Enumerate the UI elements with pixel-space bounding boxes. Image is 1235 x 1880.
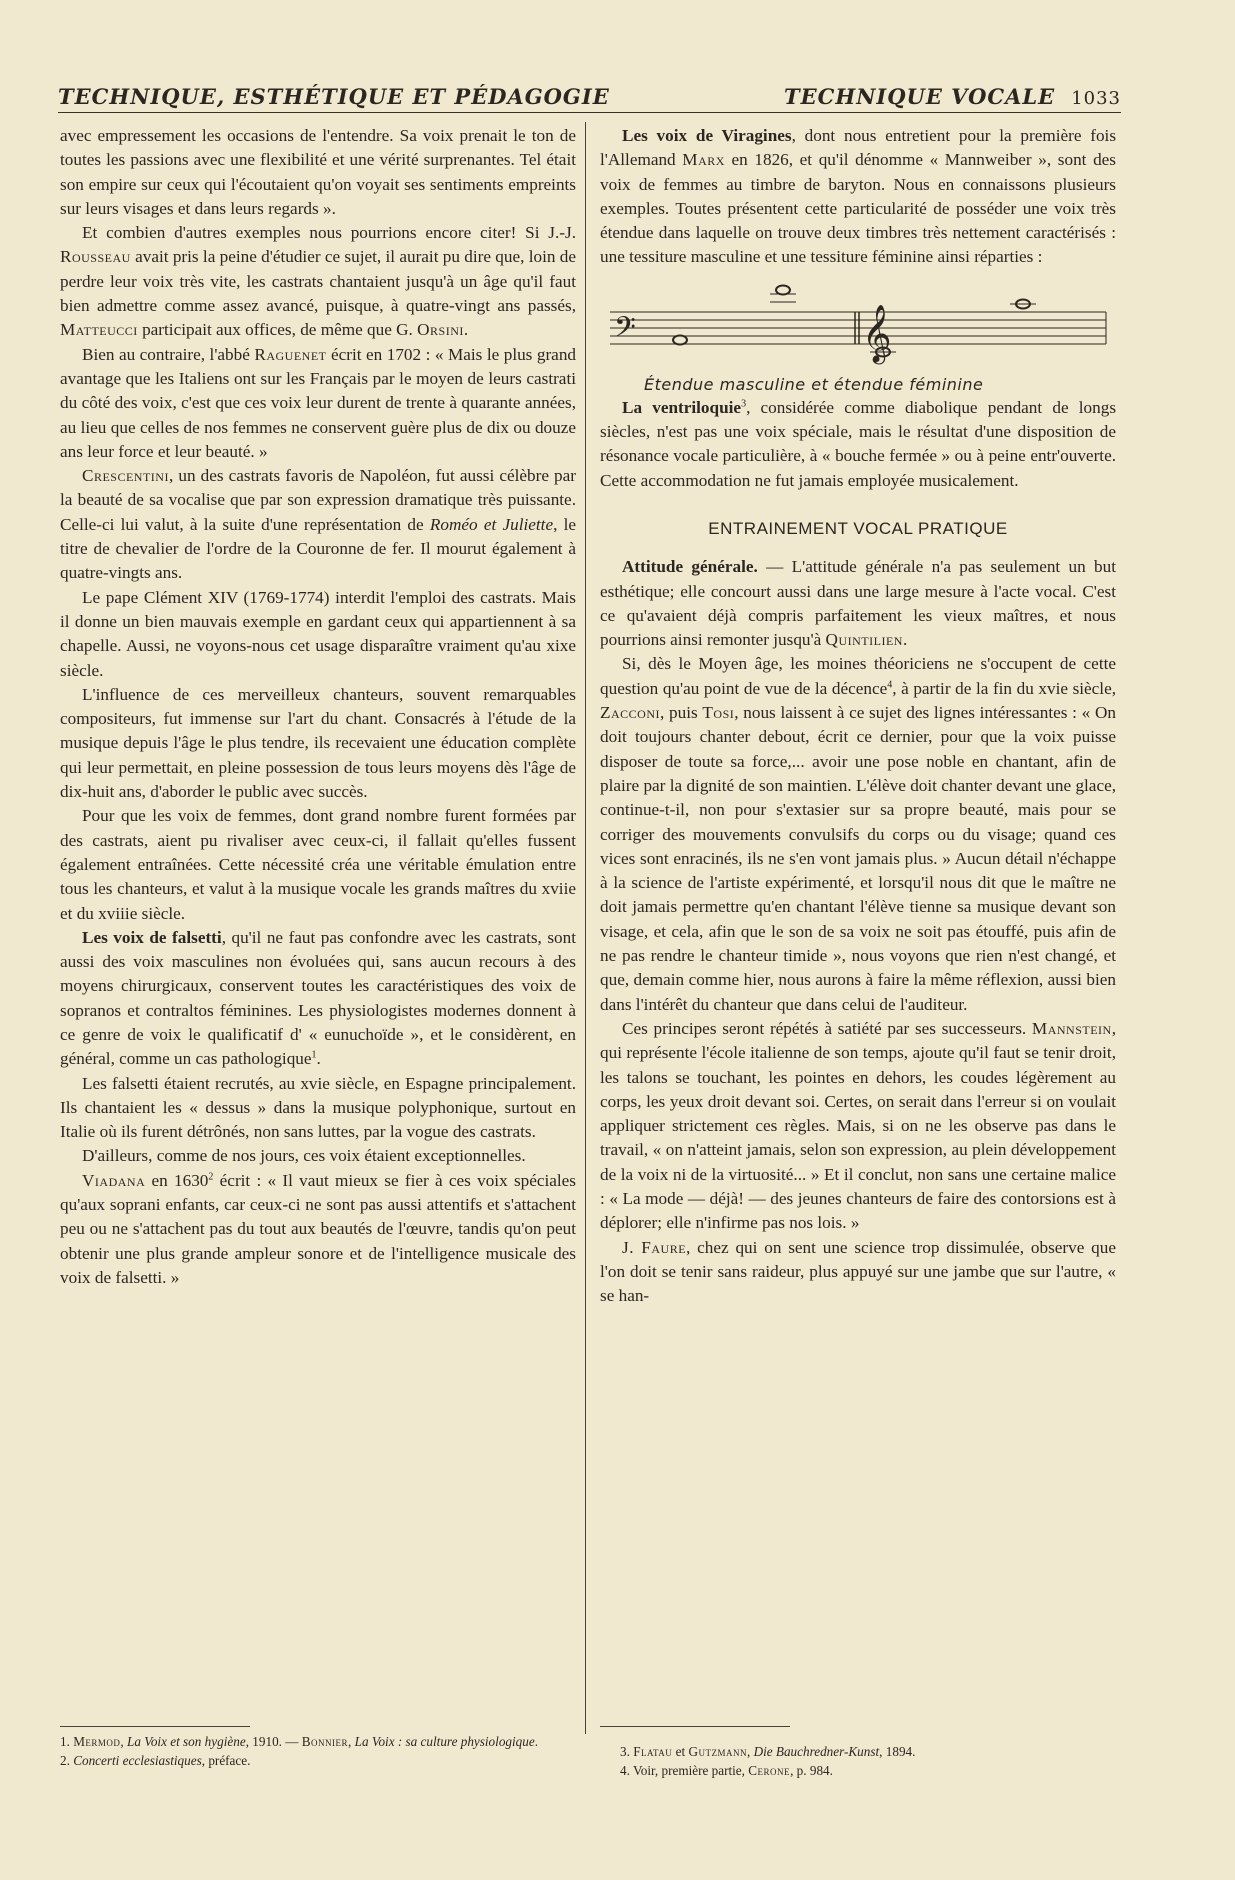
paragraph bbox=[600, 652, 1116, 1016]
staff-caption: Étendue masculine et étendue féminine bbox=[644, 375, 984, 395]
paragraph bbox=[600, 396, 1116, 493]
work-title: Die Bauchredner-Kunst bbox=[753, 1744, 880, 1759]
text: Le pape Clément XIV (1769-1774) interdit l'emploi des castrats. Mais il donne un bien mauvais exemple en gardant ceux qui appartiennent à sa chapelle. Aussi, ne voyons-nous cet usage disparaître vraiment qu'au xixe siècle. bbox=[60, 587, 576, 680]
paragraph bbox=[60, 1169, 576, 1290]
text: Pour que les voix de femmes, dont grand nombre furent formées par des castrats, aient pu rivaliser avec ceux-ci, il fallait qu'elles fussent également entraînées. Cette nécessité créa une véritable émulation entre tous les chanteurs, et valut à la musique vocale les grands maîtres du xviie et du xviiie siècle. bbox=[60, 806, 576, 923]
text: — L'attitude générale n'a pas seulement un but esthétique; elle concourt aussi dans une large mesure à l'acte vocal. C'est ce qu'avaient déjà compris parfaitement les vieux maîtres, et nous pourrions ainsi remonter jusqu'à bbox=[600, 557, 1116, 650]
text: écrit en 1702 : « Mais le plus grand avantage que les Italiens ont sur les Français par le moyen de leurs castrati du côté des voix, c'est que ces voix leur durent de trente à quarante années, au lieu que celles de nos femmes ne conservent guère plus de dix ou douze ans leur force et leur beauté. » bbox=[60, 344, 577, 461]
author-name: Marx bbox=[682, 150, 725, 170]
author-name: Crescentini bbox=[82, 466, 169, 486]
paragraph bbox=[60, 804, 576, 925]
text: Les falsetti étaient recrutés, au xvie siècle, en Espagne principalement. Ils chantaient les « dessus » dans la musique polyphonique, surtout en Italie où ils furent détrônés, non sans luttes, par la vogue des castrats. bbox=[60, 1073, 576, 1142]
text: , p. 984. bbox=[790, 1763, 833, 1778]
text: , 1894. bbox=[879, 1744, 916, 1759]
author-name: Tosi bbox=[702, 703, 735, 723]
paragraph bbox=[60, 1072, 576, 1145]
text: avec empressement les occasions de l'entendre. Sa voix prenait le ton de toutes les passions avec une flexibilité et une vérité surprenantes. Tel était son empire sur ceux qui l'écoutaient qu'on voyait ses sentiments empreints sur leurs visages et dans leurs regards ». bbox=[60, 126, 576, 218]
text: , bbox=[120, 1734, 128, 1749]
text: 2. bbox=[60, 1753, 74, 1768]
text: , à partir de la fin du xvie siècle, bbox=[892, 678, 1117, 698]
left-column bbox=[60, 124, 576, 1290]
text: , bbox=[348, 1734, 355, 1749]
author-name: J. Faure bbox=[622, 1237, 687, 1257]
term-heading: Les voix de Viragines bbox=[622, 126, 792, 145]
text: . bbox=[902, 630, 908, 650]
text: écrit : « Il vaut mieux se fier à ces voix spéciales qu'aux soprani enfants, car ceux-ci ne sont pas aussi attentifs et s'attachent peu ou ne s'attachent pas du tout aux beautés de l'œuvre, tandis qu'on peut obtenir une plus grande ampleur sonore et de l'intelligence musicale des voix de falsetti. » bbox=[60, 1170, 576, 1287]
treble-clef-icon: 𝄞 bbox=[862, 303, 892, 362]
author-name: Gutzmann bbox=[688, 1744, 747, 1759]
text: avait pris la peine d'étudier ce sujet, il aurait pu dire que, loin de perdre leur voix très vite, les castrats chantaient jusqu'à un âge qu'il faut bien admettre comme assez avancé, puisque, à quatre-vingt ans passés, bbox=[60, 247, 576, 316]
header-rule bbox=[58, 112, 1121, 113]
term-heading: La ventriloquie bbox=[622, 397, 742, 417]
author-name: Flatau bbox=[633, 1744, 673, 1759]
paragraph bbox=[60, 343, 576, 464]
text: 3. bbox=[620, 1744, 634, 1759]
column-divider bbox=[585, 122, 586, 1734]
running-header bbox=[58, 80, 1121, 114]
work-title: Roméo et Juliette bbox=[429, 514, 554, 534]
text: , considérée comme diabolique pendant de longs siècles, n'est pas une voix spéciale, mais le résultat d'une disposition de résonance vocale particulière, à « bouche fermée » ou à peine entr'ouverte. Cette accommodation ne fut jamais employée musicalement. bbox=[600, 397, 1117, 490]
page-number: 1033 bbox=[1071, 88, 1121, 109]
author-name: Orsini bbox=[417, 320, 464, 340]
header-right bbox=[784, 84, 1121, 109]
note-high bbox=[776, 285, 790, 294]
text: . bbox=[463, 320, 469, 340]
footnote bbox=[60, 1751, 576, 1770]
paragraph bbox=[600, 555, 1116, 652]
term-heading: Les voix de falsetti bbox=[82, 927, 222, 947]
text: , qu'il ne faut pas confondre avec les castrats, sont aussi des voix masculines non évoluées qui, sans aucun recours à des moyens chirurgicaux, conservent toutes les caractéristiques des voix de sopranos et contraltos féminines. Les physiologistes modernes donnent à ce genre de voix le qualificatif d' « eunuchoïde », et le considèrent, en général, comme un cas pathologique bbox=[60, 927, 576, 1069]
text: en 1630 bbox=[145, 1170, 209, 1190]
author-name: Raguenet bbox=[254, 344, 327, 364]
footnote-ref: 2 bbox=[208, 1171, 214, 1183]
text: , un des castrats favoris de Napoléon, fut aussi célèbre par la beauté de sa vocalise que par son expression dramatique très puissante. Celle-ci lui valut, à la suite d'une représentation de bbox=[60, 466, 576, 534]
text: Si, dès le Moyen âge, les moines théoriciens ne s'occupent de cette question qu'au point de vue de la décence bbox=[600, 654, 1116, 698]
paragraph bbox=[60, 124, 576, 221]
text: et bbox=[672, 1744, 689, 1759]
text: L'influence de ces merveilleux chanteurs, souvent remarquables compositeurs, fut immense sur l'art du chant. Consacrés à l'étude de la musique depuis l'âge le plus tendre, ils recevaient une éducation complète qui leur permettait, en pleine possession de tous leurs moyens dès l'âge de dix-huit ans, d'aborder le public avec succès. bbox=[60, 684, 576, 802]
paragraph bbox=[600, 1236, 1116, 1309]
text: 1. bbox=[60, 1734, 74, 1749]
header-right-title: TECHNIQUE VOCALE bbox=[784, 84, 1056, 109]
footnote bbox=[60, 1732, 576, 1751]
text: en 1826, et qu'il dénomme « Mannweiber », sont des voix de femmes au timbre de baryton. Nous en connaissons plusieurs exemples. Toutes présentent cette particularité de posséder une voix très étendue dans laquelle on trouve deux timbres très nettement caractérisés : une tessiture masculine et une tessiture féminine ainsi réparties : bbox=[600, 150, 1116, 267]
footnote-ref: 4 bbox=[887, 679, 893, 691]
work-title: Concerti ecclesiastiques bbox=[73, 1753, 202, 1768]
text: 4. Voir, première partie, bbox=[620, 1763, 749, 1778]
text: Bien au contraire, l'abbé bbox=[82, 344, 255, 364]
paragraph bbox=[60, 221, 576, 342]
paragraph bbox=[60, 464, 576, 585]
footnote bbox=[620, 1761, 1116, 1780]
text: , le titre de chevalier de l'ordre de la Couronne de fer. Il mourut également à quatre-vingts ans. bbox=[60, 514, 577, 583]
section-title: ENTRAINEMENT VOCAL PRATIQUE bbox=[708, 518, 1008, 538]
term-heading: Attitude générale. bbox=[622, 557, 758, 577]
author-name: Quintilien bbox=[825, 630, 903, 650]
header-left-title: TECHNIQUE, ESTHÉTIQUE ET PÉDAGOGIE bbox=[58, 84, 610, 109]
author-name: Matteucci bbox=[60, 320, 138, 340]
paragraph bbox=[600, 124, 1116, 270]
paragraph bbox=[60, 683, 576, 804]
text: Et combien d'autres exemples nous pourrions encore citer! Si J.-J. bbox=[82, 223, 576, 243]
bass-clef-icon: 𝄢 bbox=[614, 310, 636, 351]
author-name: Viadana bbox=[82, 1170, 146, 1190]
left-footnotes bbox=[60, 1732, 576, 1770]
footnote-rule bbox=[600, 1726, 790, 1727]
paragraph bbox=[60, 1144, 576, 1168]
music-staff bbox=[600, 282, 1116, 366]
text: participait aux offices, de même que G. bbox=[137, 320, 418, 340]
work-title: La Voix et son hygiène bbox=[127, 1734, 246, 1749]
paragraph bbox=[60, 586, 576, 683]
paragraph bbox=[600, 1017, 1116, 1236]
author-name: Rousseau bbox=[60, 247, 131, 267]
text: . bbox=[534, 1734, 539, 1749]
right-footnotes bbox=[620, 1742, 1116, 1780]
text: , chez qui on sent une science trop dissimulée, observe que l'on doit se tenir sans raideur, plus appuyé sur une jambe que sur l'autre, « se han- bbox=[600, 1237, 1116, 1306]
text: , dont nous entretient pour la première fois l'Allemand bbox=[600, 126, 1117, 170]
author-name: Mannstein bbox=[1031, 1018, 1112, 1038]
text: , 1910. — bbox=[245, 1734, 302, 1749]
author-name: Cerone bbox=[748, 1763, 791, 1778]
right-column bbox=[600, 124, 1116, 1308]
text: , nous laissent à ce sujet des lignes intéressantes : « On doit toujours chanter debout, écrit ce dernier, pour que la voix puisse disposer de toute sa force,... avoir une pose noble en chantant, afin de plaire par la dignité de son maintien. L'élève doit chanter devant une glace, continue-t-il, non pour s'extasier sur sa propre beauté, mais pour se corriger des mouvements convulsifs du corps ou du visage; quand ces vices sont enracinés, ils ne s'en vont jamais plus. » Aucun détail n'échappe à la science de l'artiste expérimenté, et lorsqu'il nous dit que le maître ne doit jamais permettre qu'en chantant l'élève tienne sa musique devant son visage, et cela, afin que le son de sa voix ne soit pas étouffé, puis afin de ne pas rendre le chanteur timide », nous voyons que rien n'est changé, et que, demain comme hier, nous aurons à faire la même réflexion, aussi bien dans l'intérêt du chanteur que dans celui de l'auditeur. bbox=[600, 703, 1116, 1014]
footnote-ref: 3 bbox=[741, 398, 747, 410]
text: , préface. bbox=[201, 1753, 251, 1768]
text: , qui représente l'école italienne de son temps, ajoute qu'il faut se tenir droit, les talons se touchant, les pointes en dehors, les coudes légèrement au corps, les yeux droit devant soi. Certes, on serait dans l'erreur si on voulait appliquer strictement ces règles. Mais, si on ne les observe pas dans le travail, « on n'atteint jamais, selon son expression, au plein développement de la voix ni de la virtuosité... » Et il conclut, non sans une certaine malice : « La mode — déjà! — des jeunes chanteurs de faire des contorsions est à déplorer; elle n'infirme pas nos lois. » bbox=[600, 1018, 1116, 1233]
author-name: Bonnier bbox=[301, 1734, 349, 1749]
footnote-rule bbox=[60, 1726, 250, 1727]
footnote-ref: 1 bbox=[311, 1049, 317, 1061]
author-name: Mermod bbox=[73, 1734, 121, 1749]
text: Ces principes seront répétés à satiété par ses successeurs. bbox=[622, 1018, 1032, 1038]
text: , puis bbox=[660, 703, 703, 723]
paragraph bbox=[60, 926, 576, 1072]
music-staff-figure bbox=[600, 282, 1116, 395]
work-title: La Voix : sa culture physiologique bbox=[354, 1734, 535, 1749]
footnote bbox=[620, 1742, 1116, 1761]
author-name: Zacconi bbox=[600, 703, 661, 723]
text: D'ailleurs, comme de nos jours, ces voix étaient exceptionnelles. bbox=[82, 1146, 526, 1166]
note-low bbox=[673, 335, 687, 344]
text: , bbox=[746, 1744, 754, 1759]
text: . bbox=[316, 1049, 321, 1069]
